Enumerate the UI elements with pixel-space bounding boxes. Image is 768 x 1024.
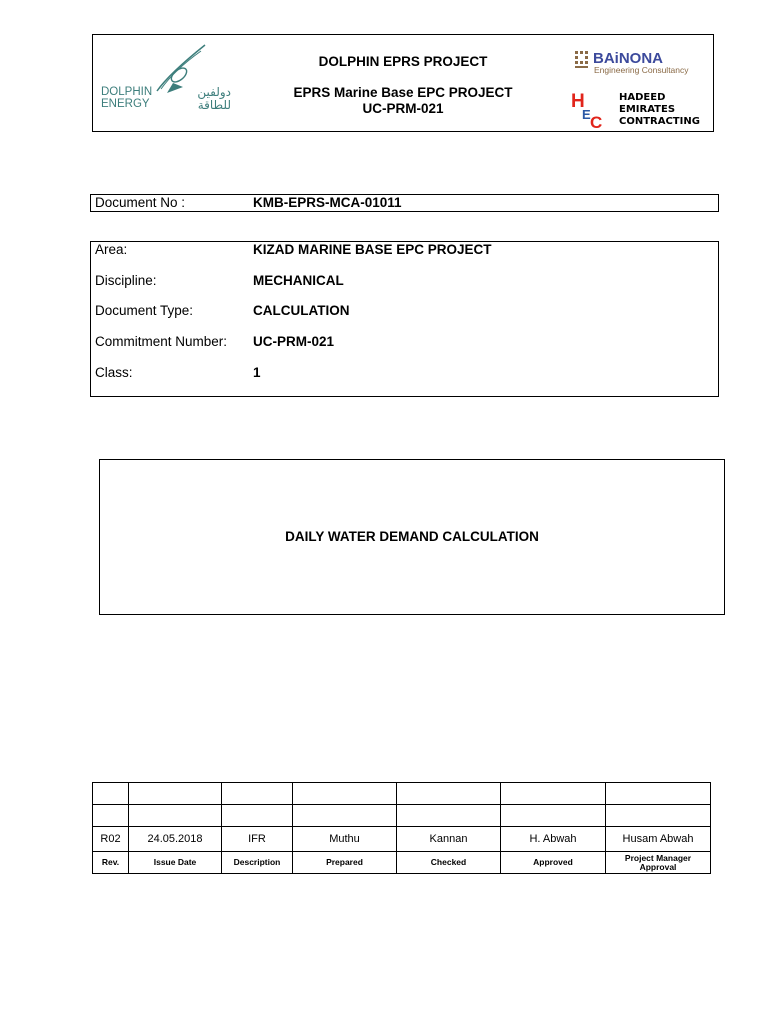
project-name: DOLPHIN EPRS PROJECT bbox=[318, 54, 488, 69]
rev-cell: R02 bbox=[93, 827, 129, 852]
pm-approval-header: Project Manager Approval bbox=[606, 852, 711, 874]
discipline-label: Discipline: bbox=[95, 273, 157, 288]
commitment-number-label: Commitment Number: bbox=[95, 334, 228, 349]
hec-letter-e: E bbox=[582, 107, 591, 122]
hec-mark-icon bbox=[571, 89, 607, 131]
dolphin-name-line1: DOLPHIN bbox=[101, 86, 153, 98]
info-row-class bbox=[91, 365, 718, 383]
document-title-box bbox=[99, 459, 725, 615]
info-row-commitment-number bbox=[91, 334, 718, 352]
prepared-header: Prepared bbox=[293, 852, 397, 874]
area-label: Area: bbox=[95, 242, 128, 257]
document-header bbox=[92, 34, 714, 132]
info-row-document-type bbox=[91, 303, 718, 321]
document-title: DAILY WATER DEMAND CALCULATION bbox=[285, 529, 539, 544]
project-subtitle: EPRS Marine Base EPC PROJECT bbox=[293, 85, 513, 100]
bainona-mark-icon bbox=[575, 51, 588, 68]
dolphin-arabic-line2: للطاقة bbox=[197, 98, 231, 112]
table-header-row bbox=[93, 852, 711, 874]
checked-header: Checked bbox=[397, 852, 501, 874]
dolphin-name-line2: ENERGY bbox=[101, 98, 150, 110]
description-header: Description bbox=[222, 852, 293, 874]
class-value: 1 bbox=[253, 365, 261, 380]
info-row-discipline bbox=[91, 273, 718, 291]
hec-letter-h: H bbox=[571, 91, 585, 112]
issue-date-cell: 24.05.2018 bbox=[129, 827, 222, 852]
document-info-box bbox=[90, 241, 719, 397]
approved-header: Approved bbox=[501, 852, 606, 874]
document-type-value: CALCULATION bbox=[253, 303, 350, 318]
document-number-box bbox=[90, 194, 719, 212]
hec-line2: EMIRATES bbox=[619, 104, 676, 115]
table-row bbox=[93, 805, 711, 827]
document-type-label: Document Type: bbox=[95, 303, 194, 318]
checked-cell: Kannan bbox=[397, 827, 501, 852]
commitment-number-value: UC-PRM-021 bbox=[253, 334, 335, 349]
prepared-cell: Muthu bbox=[293, 827, 397, 852]
hec-line1: HADEED bbox=[619, 92, 666, 103]
document-number-value: KMB-EPRS-MCA-01011 bbox=[253, 195, 402, 210]
description-cell: IFR bbox=[222, 827, 293, 852]
class-label: Class: bbox=[95, 365, 133, 380]
hec-line3: CONTRACTING bbox=[619, 116, 700, 127]
hec-letter-c: C bbox=[590, 113, 603, 131]
header-title-block bbox=[253, 35, 553, 131]
bainona-name: BAiNONA bbox=[593, 50, 663, 67]
approved-cell: H. Abwah bbox=[501, 827, 606, 852]
hadeed-emirates-logo bbox=[569, 87, 715, 131]
rev-header: Rev. bbox=[93, 852, 129, 874]
project-code: UC-PRM-021 bbox=[362, 101, 444, 116]
info-row-area bbox=[91, 242, 718, 260]
table-row bbox=[93, 827, 711, 852]
bainona-tagline: Engineering Consultancy bbox=[594, 65, 689, 75]
discipline-value: MECHANICAL bbox=[253, 273, 344, 288]
pm-approval-cell: Husam Abwah bbox=[606, 827, 711, 852]
dolphin-energy-logo bbox=[97, 39, 247, 129]
revision-table bbox=[92, 782, 711, 874]
area-value: KIZAD MARINE BASE EPC PROJECT bbox=[253, 242, 492, 257]
document-number-label: Document No : bbox=[95, 195, 186, 210]
table-row bbox=[93, 783, 711, 805]
bainona-logo bbox=[573, 47, 713, 77]
dolphin-arabic-line1: دولفين bbox=[197, 85, 231, 99]
issue-date-header: Issue Date bbox=[129, 852, 222, 874]
